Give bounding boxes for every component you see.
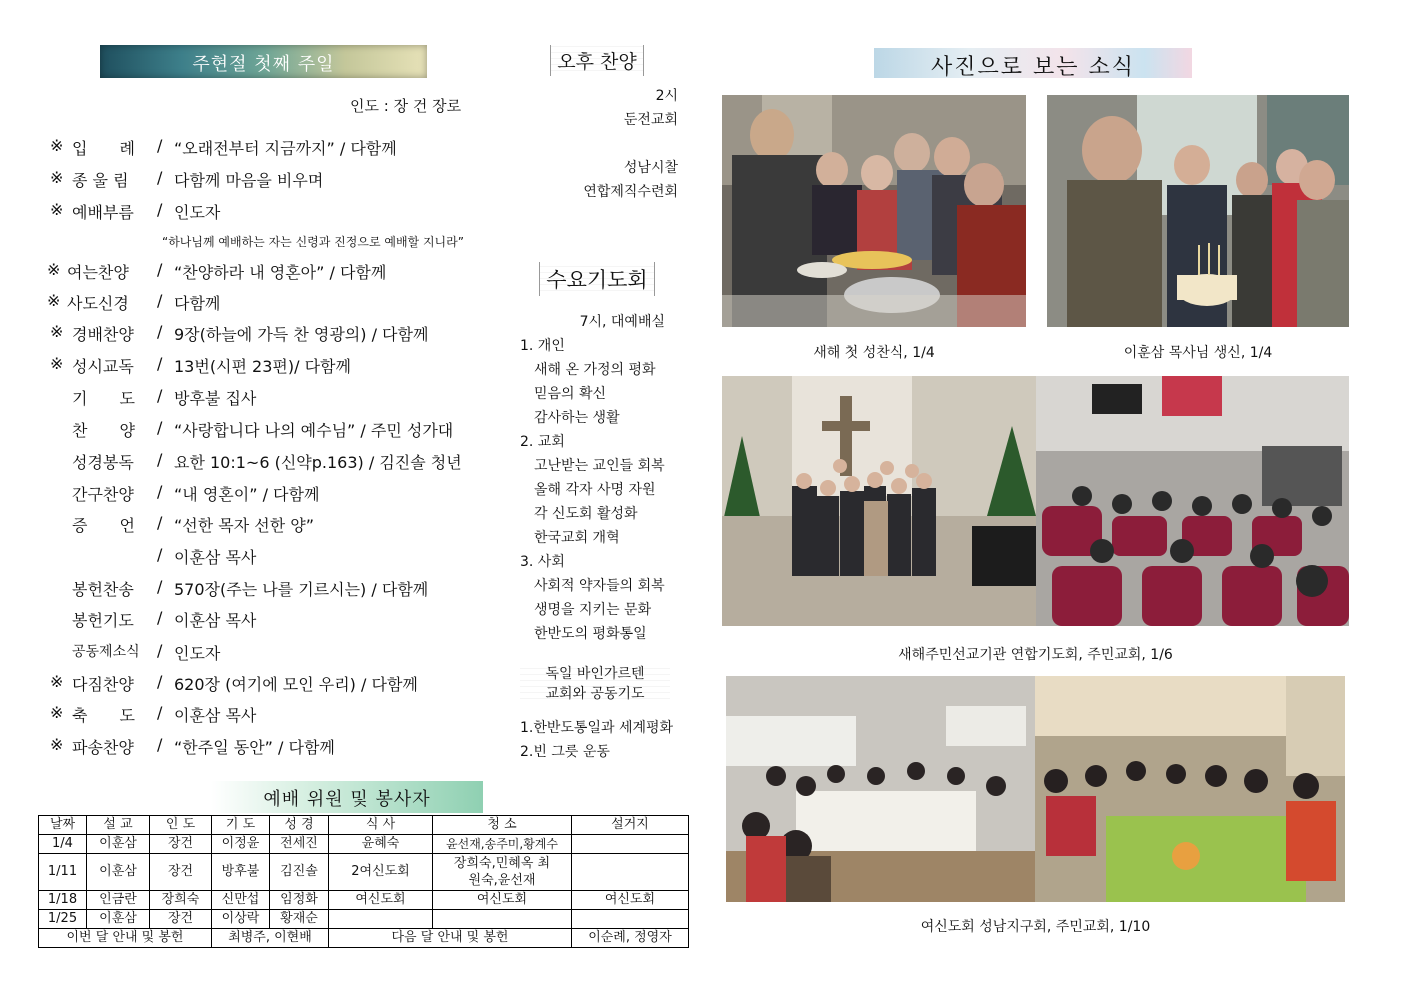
staff-title-banner: [211, 781, 483, 813]
list-item: 1. 개인: [520, 338, 565, 354]
service-title: 주현절 첫째 주일: [192, 54, 335, 75]
communion-caption: 새해 첫 성찬식, 1/4: [813, 345, 935, 361]
order-content: 요한 10:1~6 (신약p.163) / 김진솔 청년: [174, 453, 462, 472]
order-content: 다함께: [174, 294, 221, 313]
order-content: 570장(주는 나를 기르시는) / 다함께: [174, 580, 429, 599]
order-name: 파송찬양: [72, 738, 134, 757]
list-item: 생명을 지키는 문화: [520, 602, 652, 618]
order-content: 이훈삼 목사: [174, 611, 257, 630]
order-content: “찬양하라 내 영혼아” / 다함께: [174, 263, 387, 282]
joint-prayer-heading: [520, 664, 670, 704]
table-cell: 장희숙: [150, 891, 212, 910]
wednesday-prayer-list: [520, 310, 680, 646]
table-header: 청 소: [433, 816, 572, 835]
table-cell: 인금란: [87, 891, 150, 910]
table-cell: 이번 달 안내 및 봉헌: [39, 929, 212, 948]
table-cell: [572, 835, 689, 854]
table-cell: 이정윤: [212, 835, 270, 854]
list-item: 한국교회 개혁: [520, 530, 620, 546]
table-row: [39, 854, 689, 891]
table-cell: 장건: [150, 854, 212, 891]
birthday-photo: [1047, 95, 1349, 327]
table-cell: 여신도회: [433, 891, 572, 910]
spacer: [530, 132, 678, 156]
joint-prayer-list: [520, 716, 690, 764]
communion-photo: [722, 95, 1026, 327]
order-name: 봉헌찬송: [72, 580, 134, 599]
table-cell: 장건: [150, 910, 212, 929]
list-item: 각 신도회 활성화: [520, 506, 638, 522]
table-header: 식 사: [329, 816, 433, 835]
order-name: 예배부름: [72, 203, 134, 222]
afternoon-place: 둔전교회: [623, 112, 678, 128]
table-cell: 이훈삼: [87, 835, 150, 854]
order-content: “오래전부터 지금까지” / 다함께: [174, 139, 397, 158]
wednesday-prayer-heading: [522, 262, 672, 296]
order-content: 9장(하늘에 가득 찬 영광의) / 다함께: [174, 325, 429, 344]
service-title-banner: [100, 45, 427, 78]
wednesday-prayer-title: 수요기도회: [539, 262, 654, 296]
table-cell: [329, 910, 433, 929]
order-name: 찬 양: [72, 421, 135, 440]
order-name: 기 도: [72, 389, 135, 408]
table-cell: 이훈삼: [87, 910, 150, 929]
womens-association-caption: 여신도회 성남지구회, 주민교회, 1/10: [920, 919, 1151, 935]
joint-prayer-title-line2: 교회와 공동기도: [545, 686, 645, 702]
order-content: “사랑합니다 나의 예수님” / 주민 성가대: [174, 421, 454, 440]
table-row: [39, 891, 689, 910]
order-content: 다함께 마음을 비우며: [174, 171, 324, 190]
table-cell: 김진솔: [270, 854, 329, 891]
order-content: 인도자: [174, 203, 221, 222]
order-mark: ※: [50, 136, 64, 155]
order-mark: ※: [50, 703, 64, 722]
table-row: [39, 910, 689, 929]
table-cell: 이순례, 정영자: [572, 929, 689, 948]
table-cell: 여신도회: [329, 891, 433, 910]
table-cell: 2여신도회: [329, 854, 433, 891]
table-footer-row: [39, 929, 689, 948]
table-cell: 윤선재,송주미,황계수: [433, 835, 572, 854]
womens-association-photo: [726, 676, 1345, 902]
list-item: 한반도의 평화통일: [520, 626, 647, 642]
list-item: 2.빈 그릇 운동: [520, 744, 610, 760]
order-content: 이훈삼 목사: [174, 706, 257, 725]
order-name: 증 언: [72, 516, 135, 535]
order-mark: ※: [47, 260, 61, 279]
order-content: “내 영혼이” / 다함께: [174, 485, 320, 504]
order-mark: ※: [50, 735, 64, 754]
table-cell: [572, 910, 689, 929]
order-mark: ※: [50, 354, 64, 373]
table-cell: 1/4: [39, 835, 87, 854]
table-cell: 1/25: [39, 910, 87, 929]
order-mark: ※: [50, 168, 64, 187]
leader-line: 인도 : 장 건 장로: [350, 97, 462, 115]
table-cell: [433, 910, 572, 929]
order-name: 축 도: [72, 706, 135, 725]
joint-prayer-caption: 새해주민선교기관 연합기도회, 주민교회, 1/6: [898, 647, 1173, 663]
afternoon-praise-info: [530, 84, 678, 204]
order-content: “한주일 동안” / 다함께: [174, 738, 335, 757]
birthday-caption: 이훈삼 목사님 생신, 1/4: [1123, 345, 1273, 361]
table-row: [39, 835, 689, 854]
table-cell: 최병주, 이현배: [212, 929, 329, 948]
table-cell: 1/11: [39, 854, 87, 891]
table-cell: 황재순: [270, 910, 329, 929]
order-mark: ※: [47, 291, 61, 310]
order-name: 봉헌기도: [72, 611, 134, 630]
order-name: 간구찬양: [72, 485, 134, 504]
table-cell: 방후불: [212, 854, 270, 891]
call-to-worship-verse: “하나님께 예배하는 자는 신령과 진정으로 예배할 지니라”: [162, 235, 464, 249]
photo-news-title: 사진으로 보는 소식: [930, 55, 1135, 80]
table-cell: 임정화: [270, 891, 329, 910]
order-name: 입 례: [72, 139, 135, 158]
afternoon-time: 2시: [655, 88, 678, 104]
list-item: 올해 각자 사명 자원: [520, 482, 656, 498]
order-name: 종 울 림: [72, 171, 129, 190]
wednesday-time: 7시, 대예배실: [579, 314, 665, 330]
list-item: 2. 교회: [520, 434, 565, 450]
table-cell: [572, 854, 689, 891]
table-cell: 1/18: [39, 891, 87, 910]
order-name: 공동제소식: [72, 644, 140, 660]
list-item: 사회적 약자들의 회복: [520, 578, 665, 594]
list-item: 1.한반도통일과 세계평화: [520, 720, 674, 736]
order-mark: ※: [50, 672, 64, 691]
list-item: 감사하는 생활: [520, 410, 620, 426]
table-cell: 이상락: [212, 910, 270, 929]
table-cell: 다음 달 안내 및 봉헌: [329, 929, 572, 948]
table-cell: 신만섭: [212, 891, 270, 910]
order-name: 성경봉독: [72, 453, 134, 472]
joint-prayer-photo: [722, 376, 1349, 626]
table-cell: 여신도회: [572, 891, 689, 910]
joint-prayer-title-line1: 독일 바인가르텐: [545, 666, 645, 682]
order-name: 사도신경: [67, 294, 129, 313]
order-name: 다짐찬양: [72, 675, 134, 694]
list-item: 믿음의 확신: [520, 386, 607, 402]
table-header: 인 도: [150, 816, 212, 835]
list-item: 새해 온 가정의 평화: [520, 362, 656, 378]
order-name: 성시교독: [72, 357, 134, 376]
order-content: 방후불 집사: [174, 389, 257, 408]
table-header: 날짜: [39, 816, 87, 835]
table-cell: 이훈삼: [87, 854, 150, 891]
staff-title: 예배 위원 및 봉사자: [263, 789, 431, 810]
order-name: 여는찬양: [67, 263, 129, 282]
table-header: 설 교: [87, 816, 150, 835]
photo-news-banner: [874, 48, 1192, 78]
list-item: 3. 사회: [520, 554, 565, 570]
order-mark: ※: [50, 322, 64, 341]
table-cell: 윤혜숙: [329, 835, 433, 854]
table-header: 기 도: [212, 816, 270, 835]
table-header: 설거지: [572, 816, 689, 835]
order-content: 620장 (여기에 모인 우리) / 다함께: [174, 675, 418, 694]
order-name: 경배찬양: [72, 325, 134, 344]
afternoon-praise-heading: [522, 45, 672, 76]
table-header-row: [39, 816, 689, 835]
order-content: 인도자: [174, 644, 221, 663]
table-cell: 전세진: [270, 835, 329, 854]
order-mark: ※: [50, 200, 64, 219]
order-content: 이훈삼 목사: [174, 548, 257, 567]
table-cell: 장건: [150, 835, 212, 854]
order-content: 13번(시편 23편)/ 다함께: [174, 357, 351, 376]
staff-table: [38, 815, 689, 948]
afternoon-event-line1: 성남시찰: [623, 160, 678, 176]
list-item: 고난받는 교인들 회복: [520, 458, 665, 474]
table-header: 성 경: [270, 816, 329, 835]
table-cell: 장희숙,민혜옥 최원숙,윤선재: [433, 854, 572, 891]
order-content: “선한 목자 선한 양”: [174, 516, 315, 535]
afternoon-event-line2: 연합제직수련회: [583, 184, 678, 200]
afternoon-praise-title: 오후 찬양: [550, 45, 643, 76]
